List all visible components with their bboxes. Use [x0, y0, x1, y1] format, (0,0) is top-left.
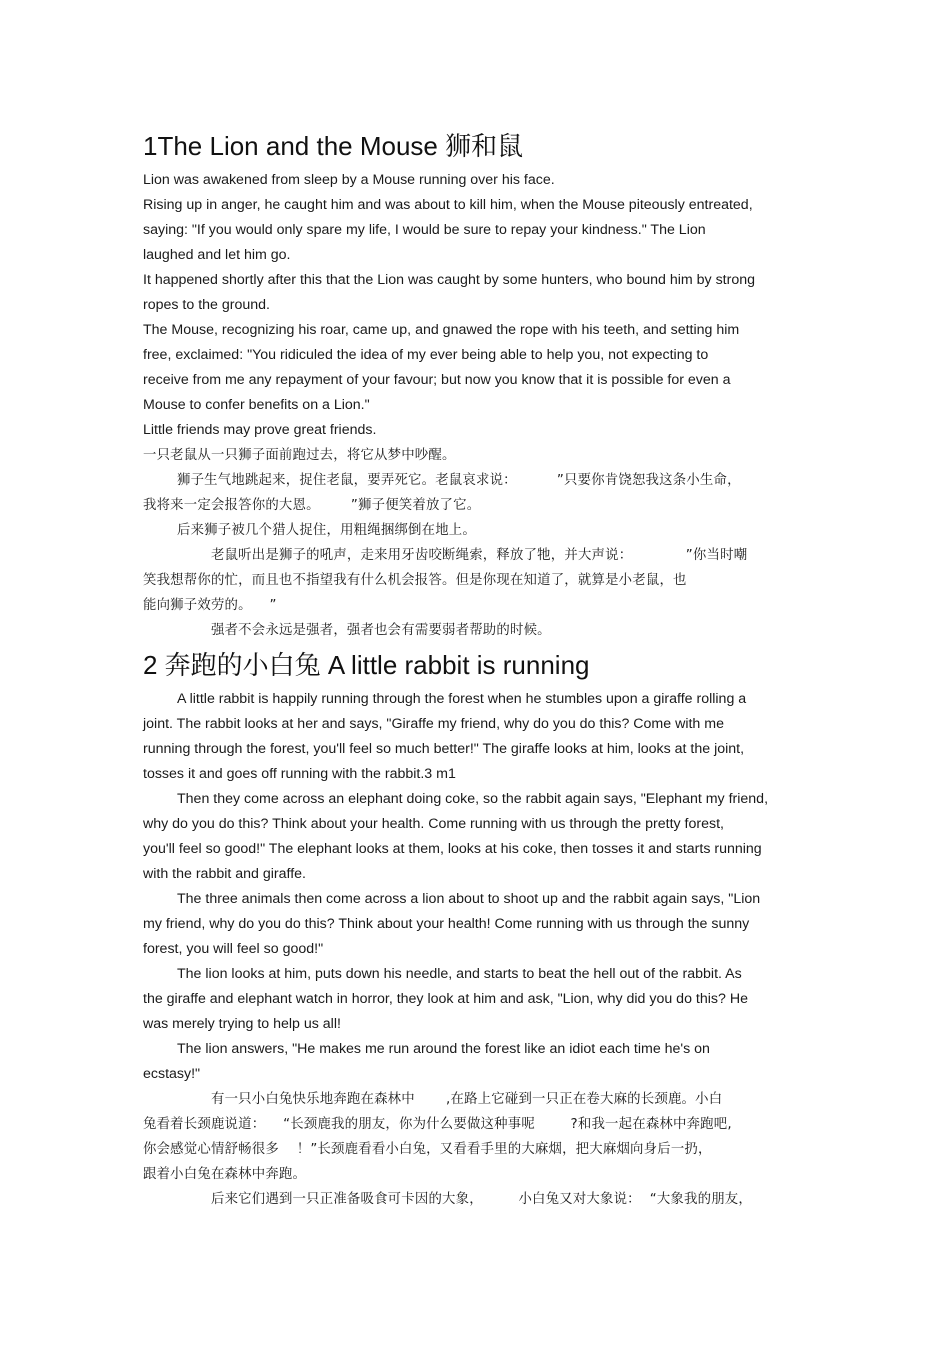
en-line: Then they come across an elephant doing coke, so the rabbit again says, "Elephant my friend, — [177, 791, 769, 807]
zh-line: 跟着小白兔在森林中奔跑。 — [143, 1167, 307, 1182]
en-line: forest, you will feel so good!" — [143, 941, 324, 957]
en-line: ecstasy!" — [143, 1066, 201, 1082]
en-line: A little rabbit is happily running through the forest when he stumbles upon a giraffe rolling a — [177, 691, 747, 707]
en-line: why do you do this? Think about your health. Come running with us through the pretty forest, — [143, 816, 724, 832]
en-line: was merely trying to help us all! — [143, 1016, 341, 1032]
en-line: The lion looks at him, puts down his needle, and starts to beat the hell out of the rabbit. As — [177, 966, 742, 982]
en-line: free, exclaimed: "You ridiculed the idea of my ever being able to help you, not expecting to — [143, 347, 709, 363]
zh-line: 笑我想帮你的忙，而且也不指望我有什么机会报答。但是你现在知道了，就算是小老鼠，也 — [143, 573, 687, 588]
en-line: saying: "If you would only spare my life, I would be sure to repay your kindness." The Lion — [143, 222, 706, 238]
en-line: Lion was awakened from sleep by a Mouse running over his face. — [143, 172, 555, 188]
zh-line: 狮子生气地跳起来，捉住老鼠，要弄死它。老鼠哀求说： ”只要你肯饶恕我这条小生命， — [177, 473, 741, 488]
en-line: running through the forest, you'll feel so much better!" The giraffe looks at him, looks at the joint, — [143, 741, 745, 757]
zh-line: 兔看着长颈鹿说道： “长颈鹿我的朋友，你为什么要做这种事呢 ?和我一起在森林中奔跑吧, — [143, 1117, 732, 1132]
zh-line: 能向狮子效劳的。 ” — [143, 598, 277, 613]
en-line: tosses it and goes off running with the rabbit.3 m1 — [143, 766, 456, 782]
en-line: laughed and let him go. — [143, 247, 291, 263]
zh-line: 有一只小白兔快乐地奔跑在森林中 ,在路上它碰到一只正在卷大麻的长颈鹿。小白 — [211, 1092, 723, 1107]
en-line: receive from me any repayment of your favour; but now you know that it is possible for even a — [143, 372, 731, 388]
zh-line: 后来它们遇到一只正准备吸食可卡因的大象， 小白兔又对大象说： “大象我的朋友， — [211, 1192, 752, 1207]
zh-line: 你会感觉心情舒畅很多 ！”长颈鹿看看小白兔，又看看手里的大麻烟，把大麻烟向身后一扔， — [143, 1142, 712, 1157]
zh-line: 我将来一定会报答你的大恩。 ”狮子便笑着放了它。 — [143, 498, 481, 513]
document-page — [143, 128, 808, 1212]
en-line: with the rabbit and giraffe. — [143, 866, 306, 882]
zh-line: 强者不会永远是强者，强者也会有需要弱者帮助的时候。 — [211, 623, 551, 638]
zh-line: 老鼠听出是狮子的吼声，走来用牙齿咬断绳索，释放了牠，并大声说： ”你当时嘲 — [211, 548, 748, 563]
story-title-rabbit: 2 奔跑的小白兔 A little rabbit is running — [143, 650, 590, 680]
en-line: It happened shortly after this that the Lion was caught by some hunters, who bound him by strong — [143, 272, 756, 288]
en-line: Little friends may prove great friends. — [143, 422, 377, 438]
en-line: my friend, why do you do this? Think about your health! Come running with us through the sunny — [143, 916, 750, 932]
en-line: The Mouse, recognizing his roar, came up, and gnawed the rope with his teeth, and setting him — [143, 322, 740, 338]
en-line: Rising up in anger, he caught him and was about to kill him, when the Mouse piteously entreated, — [143, 197, 753, 213]
en-line: The lion answers, "He makes me run around the forest like an idiot each time he's on — [177, 1041, 710, 1057]
en-line: ropes to the ground. — [143, 297, 270, 313]
en-line: you'll feel so good!" The elephant looks at them, looks at his coke, then tosses it and starts running — [143, 841, 762, 857]
zh-line: 后来狮子被几个猎人捉住，用粗绳捆绑倒在地上。 — [177, 523, 476, 538]
en-line: The three animals then come across a lion about to shoot up and the rabbit again says, "Lion — [177, 891, 761, 907]
zh-line: 一只老鼠从一只狮子面前跑过去，将它从梦中吵醒。 — [143, 448, 456, 463]
en-line: the giraffe and elephant watch in horror, they look at him and ask, "Lion, why did you do this? He — [143, 991, 748, 1007]
en-line: joint. The rabbit looks at her and says, "Giraffe my friend, why do you do this? Come with me — [143, 716, 724, 732]
en-line: Mouse to confer benefits on a Lion." — [143, 397, 370, 413]
story-title-lion-mouse: 1The Lion and the Mouse 狮和鼠 — [143, 131, 524, 161]
